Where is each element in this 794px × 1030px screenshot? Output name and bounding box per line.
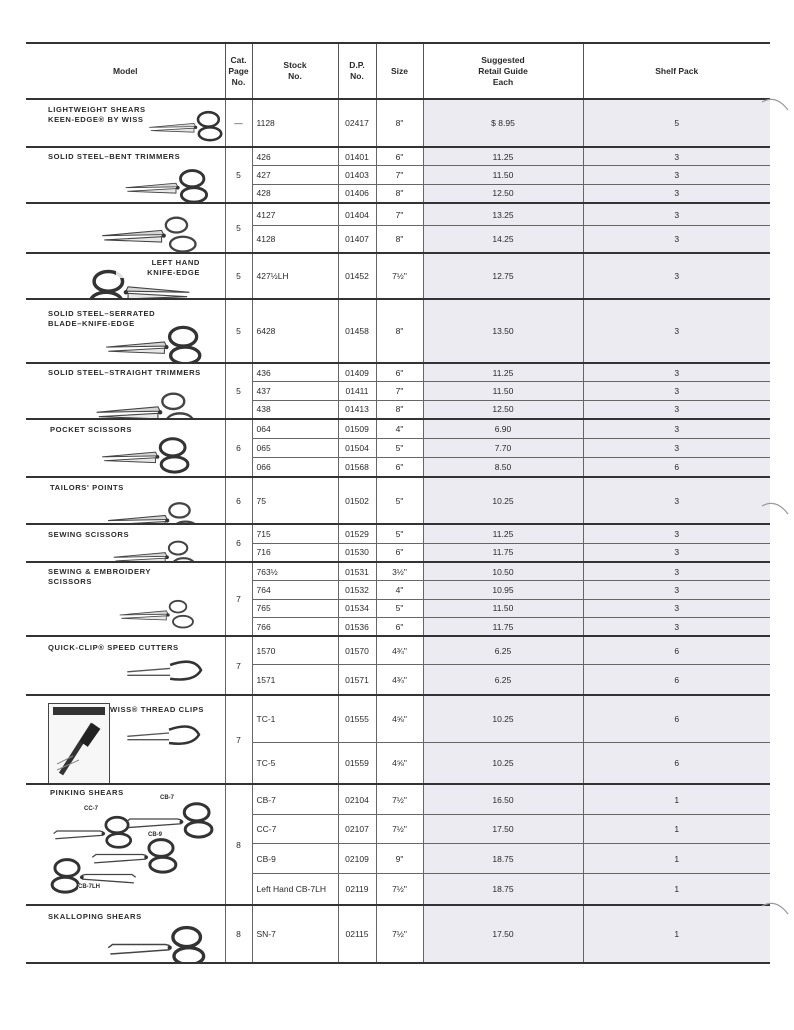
dp-number-cell: 02104 xyxy=(338,784,376,815)
dp-number-cell: 02115 xyxy=(338,905,376,963)
shelf-pack-cell: 3 xyxy=(583,524,770,543)
shelf-pack-cell: 3 xyxy=(583,562,770,581)
retail-price-cell: 13.25 xyxy=(423,203,583,226)
size-cell: 8" xyxy=(376,226,423,253)
shelf-pack-cell: 3 xyxy=(583,618,770,637)
shelf-pack-cell: 1 xyxy=(583,844,770,873)
model-cell xyxy=(26,636,225,695)
dp-number-cell: 02107 xyxy=(338,815,376,844)
dp-number-cell: 01406 xyxy=(338,184,376,203)
model-label xyxy=(50,788,124,798)
table-row xyxy=(26,147,770,166)
header-dp: D.P. No. xyxy=(338,43,376,99)
shelf-pack-cell: 6 xyxy=(583,457,770,477)
model-label-line: QUICK-CLIP® SPEED CUTTERS xyxy=(48,643,179,652)
model-label xyxy=(116,258,200,278)
table-row xyxy=(26,562,770,581)
dp-number-cell: 02119 xyxy=(338,873,376,905)
header-size: Size xyxy=(376,43,423,99)
size-cell: 6" xyxy=(376,457,423,477)
cat-page-cell: 5 xyxy=(225,203,252,253)
table-row xyxy=(26,419,770,439)
table-row xyxy=(26,99,770,147)
stock-number-cell: Left Hand CB-7LH xyxy=(252,873,338,905)
shelf-pack-cell: 3 xyxy=(583,439,770,458)
retail-price-cell: 8.50 xyxy=(423,457,583,477)
retail-price-cell: 11.25 xyxy=(423,147,583,166)
dp-number-cell: 01409 xyxy=(338,363,376,382)
dp-number-cell: 01571 xyxy=(338,665,376,695)
stock-number-cell: 428 xyxy=(252,184,338,203)
model-label-line: TAILORS' POINTS xyxy=(50,483,124,492)
size-cell: 4" xyxy=(376,419,423,439)
model-cell xyxy=(26,562,225,636)
shelf-pack-cell: 3 xyxy=(583,477,770,524)
cat-page-cell: — xyxy=(225,99,252,147)
model-label xyxy=(110,705,204,715)
stock-number-cell: 716 xyxy=(252,543,338,562)
model-label-line: SCISSORS xyxy=(48,577,93,586)
retail-price-cell: 10.50 xyxy=(423,562,583,581)
size-cell: 8" xyxy=(376,400,423,419)
retail-price-cell: 17.50 xyxy=(423,815,583,844)
size-cell: 7" xyxy=(376,166,423,185)
dp-number-cell: 01411 xyxy=(338,382,376,401)
shelf-pack-cell: 3 xyxy=(583,147,770,166)
model-label xyxy=(48,152,180,162)
dp-number-cell: 01509 xyxy=(338,419,376,439)
stock-number-cell: 1570 xyxy=(252,636,338,665)
size-cell: 4" xyxy=(376,581,423,600)
shelf-pack-cell: 3 xyxy=(583,400,770,419)
model-label xyxy=(48,309,155,329)
retail-price-cell: 12.75 xyxy=(423,253,583,299)
size-cell: 7½" xyxy=(376,873,423,905)
model-label xyxy=(48,105,146,125)
scissors-illustration xyxy=(98,434,194,476)
pinking-model-callout: CB-7 xyxy=(160,795,175,801)
model-label-line: SKALLOPING SHEARS xyxy=(48,912,142,921)
cat-page-cell: 7 xyxy=(225,562,252,636)
model-label xyxy=(48,567,151,587)
shelf-pack-cell: 1 xyxy=(583,873,770,905)
size-cell: 6" xyxy=(376,147,423,166)
scissors-illustration xyxy=(104,496,206,523)
model-label xyxy=(50,425,132,435)
dp-number-cell: 01530 xyxy=(338,543,376,562)
cat-page-cell: 7 xyxy=(225,695,252,784)
size-cell: 7½" xyxy=(376,784,423,815)
stock-number-cell: 75 xyxy=(252,477,338,524)
model-label xyxy=(50,483,124,493)
stock-number-cell: 438 xyxy=(252,400,338,419)
shelf-pack-cell: 3 xyxy=(583,419,770,439)
size-cell: 4⅝" xyxy=(376,742,423,784)
scissors-illustration xyxy=(122,653,208,691)
size-cell: 5" xyxy=(376,524,423,543)
dp-number-cell: 01534 xyxy=(338,599,376,618)
model-cell xyxy=(26,905,225,963)
price-table xyxy=(26,42,770,964)
model-label-line: LEFT HAND xyxy=(151,258,200,267)
shelf-pack-cell: 3 xyxy=(583,166,770,185)
dp-number-cell: 01403 xyxy=(338,166,376,185)
model-label-line: SEWING & EMBROIDERY xyxy=(48,567,152,576)
stock-number-cell: CB-7 xyxy=(252,784,338,815)
dp-number-cell: 01555 xyxy=(338,695,376,742)
retail-price-cell: 11.25 xyxy=(423,524,583,543)
stock-number-cell: 763½ xyxy=(252,562,338,581)
retail-price-cell: $ 8.95 xyxy=(423,99,583,147)
shelf-pack-cell: 1 xyxy=(583,905,770,963)
scissors-illustration xyxy=(122,718,206,755)
header-stock: Stock No. xyxy=(252,43,338,99)
table-row xyxy=(26,299,770,363)
scissors-illustration xyxy=(146,108,225,144)
shelf-pack-cell: 3 xyxy=(583,299,770,363)
size-cell: 4¾" xyxy=(376,636,423,665)
dp-number-cell: 01502 xyxy=(338,477,376,524)
size-cell: 7" xyxy=(376,382,423,401)
model-cell xyxy=(26,147,225,203)
model-label xyxy=(48,368,201,378)
model-label-line: KEEN-EDGE® BY WISS xyxy=(48,115,144,124)
shelf-pack-cell: 3 xyxy=(583,226,770,253)
dp-number-cell: 01559 xyxy=(338,742,376,784)
dp-number-cell: 01532 xyxy=(338,581,376,600)
shelf-pack-cell: 6 xyxy=(583,695,770,742)
header-cat-page: Cat. Page No. xyxy=(225,43,252,99)
stock-number-cell: 765 xyxy=(252,599,338,618)
size-cell: 9" xyxy=(376,844,423,873)
retail-price-cell: 6.90 xyxy=(423,419,583,439)
retail-price-cell: 10.25 xyxy=(423,742,583,784)
model-label-line: SOLID STEEL–STRAIGHT TRIMMERS xyxy=(48,368,201,377)
shelf-pack-cell: 6 xyxy=(583,636,770,665)
retail-price-cell: 11.50 xyxy=(423,166,583,185)
shelf-pack-cell: 3 xyxy=(583,363,770,382)
stock-number-cell: SN-7 xyxy=(252,905,338,963)
cat-page-cell: 5 xyxy=(225,299,252,363)
cat-page-cell: 7 xyxy=(225,636,252,695)
model-label-line: LIGHTWEIGHT SHEARS xyxy=(48,105,146,114)
cat-page-cell: 8 xyxy=(225,905,252,963)
retail-price-cell: 11.75 xyxy=(423,618,583,637)
table-row xyxy=(26,636,770,665)
cat-page-cell: 6 xyxy=(225,477,252,524)
model-cell xyxy=(26,524,225,562)
model-label-line: POCKET SCISSORS xyxy=(50,425,132,434)
dp-number-cell: 01504 xyxy=(338,439,376,458)
scissors-illustration xyxy=(98,210,204,252)
size-cell: 7½" xyxy=(376,815,423,844)
table-row xyxy=(26,524,770,543)
size-cell: 8" xyxy=(376,99,423,147)
stock-number-cell: 427 xyxy=(252,166,338,185)
stock-number-cell: 064 xyxy=(252,419,338,439)
dp-number-cell: 01404 xyxy=(338,203,376,226)
size-cell: 5" xyxy=(376,599,423,618)
shelf-pack-cell: 5 xyxy=(583,99,770,147)
retail-price-cell: 10.25 xyxy=(423,695,583,742)
retail-price-cell: 17.50 xyxy=(423,905,583,963)
table-row xyxy=(26,477,770,524)
size-cell: 6" xyxy=(376,363,423,382)
shelf-pack-cell: 3 xyxy=(583,253,770,299)
cat-page-cell: 8 xyxy=(225,784,252,905)
table-row xyxy=(26,203,770,226)
shelf-pack-cell: 3 xyxy=(583,184,770,203)
dp-number-cell: 01570 xyxy=(338,636,376,665)
pinking-model-callout: CC-7 xyxy=(84,806,99,812)
header-retail: Suggested Retail Guide Each xyxy=(423,43,583,99)
stock-number-cell: CC-7 xyxy=(252,815,338,844)
model-label-line: SOLID STEEL–SERRATED xyxy=(48,309,156,318)
model-label xyxy=(48,643,179,653)
retail-price-cell: 18.75 xyxy=(423,873,583,905)
retail-price-cell: 11.25 xyxy=(423,363,583,382)
shelf-pack-cell: 1 xyxy=(583,815,770,844)
model-label xyxy=(48,530,129,540)
retail-price-cell: 11.75 xyxy=(423,543,583,562)
model-label-line: WISS® THREAD CLIPS xyxy=(110,705,205,714)
price-sheet xyxy=(26,42,770,964)
dp-number-cell: 01452 xyxy=(338,253,376,299)
model-cell xyxy=(26,695,225,784)
retail-price-cell: 6.25 xyxy=(423,636,583,665)
binder-hole-mark xyxy=(758,96,794,120)
stock-number-cell: 715 xyxy=(252,524,338,543)
cat-page-cell: 6 xyxy=(225,524,252,562)
table-row xyxy=(26,363,770,382)
stock-number-cell: 1571 xyxy=(252,665,338,695)
model-cell xyxy=(26,784,225,905)
stock-number-cell: 436 xyxy=(252,363,338,382)
stock-number-cell: CB-9 xyxy=(252,844,338,873)
header-shelf-pack: Shelf Pack xyxy=(583,43,770,99)
shelf-pack-cell: 3 xyxy=(583,581,770,600)
size-cell: 7½" xyxy=(376,905,423,963)
pinking-model-callout: CB-9 xyxy=(148,832,163,838)
stock-number-cell: 427½LH xyxy=(252,253,338,299)
retail-price-cell: 13.50 xyxy=(423,299,583,363)
size-cell: 8" xyxy=(376,299,423,363)
retail-price-cell: 11.50 xyxy=(423,599,583,618)
model-cell xyxy=(26,363,225,419)
binder-hole-mark xyxy=(758,900,794,924)
dp-number-cell: 01407 xyxy=(338,226,376,253)
shelf-pack-cell: 3 xyxy=(583,382,770,401)
size-cell: 5" xyxy=(376,439,423,458)
shelf-pack-cell: 3 xyxy=(583,203,770,226)
stock-number-cell: 764 xyxy=(252,581,338,600)
shelf-pack-cell: 3 xyxy=(583,599,770,618)
model-cell xyxy=(26,299,225,363)
size-cell: 3½" xyxy=(376,562,423,581)
stock-number-cell: 4127 xyxy=(252,203,338,226)
retail-price-cell: 10.25 xyxy=(423,477,583,524)
scissors-illustration xyxy=(104,922,210,962)
header-model: Model xyxy=(26,43,225,99)
product-package-image xyxy=(48,703,110,783)
retail-price-cell: 18.75 xyxy=(423,844,583,873)
retail-price-cell: 12.50 xyxy=(423,184,583,203)
dp-number-cell: 01413 xyxy=(338,400,376,419)
dp-number-cell: 02417 xyxy=(338,99,376,147)
dp-number-cell: 02109 xyxy=(338,844,376,873)
table-row xyxy=(26,784,770,815)
size-cell: 7½" xyxy=(376,253,423,299)
stock-number-cell: 4128 xyxy=(252,226,338,253)
model-label-line: SEWING SCISSORS xyxy=(48,530,130,539)
stock-number-cell: 066 xyxy=(252,457,338,477)
shelf-pack-cell: 6 xyxy=(583,742,770,784)
model-label-line: PINKING SHEARS xyxy=(50,788,124,797)
retail-price-cell: 7.70 xyxy=(423,439,583,458)
shelf-pack-cell: 6 xyxy=(583,665,770,695)
shelf-pack-cell: 1 xyxy=(583,784,770,815)
retail-price-cell: 14.25 xyxy=(423,226,583,253)
retail-price-cell: 16.50 xyxy=(423,784,583,815)
size-cell: 8" xyxy=(376,184,423,203)
stock-number-cell: 6428 xyxy=(252,299,338,363)
model-cell xyxy=(26,419,225,477)
dp-number-cell: 01458 xyxy=(338,299,376,363)
header-row xyxy=(26,43,770,99)
dp-number-cell: 01529 xyxy=(338,524,376,543)
size-cell: 6" xyxy=(376,618,423,637)
size-cell: 4¾" xyxy=(376,665,423,695)
scissors-illustration xyxy=(122,166,212,202)
model-cell xyxy=(26,477,225,524)
table-row xyxy=(26,695,770,742)
table-row xyxy=(26,253,770,299)
model-cell xyxy=(26,203,225,253)
dp-number-cell: 01536 xyxy=(338,618,376,637)
retail-price-cell: 12.50 xyxy=(423,400,583,419)
retail-price-cell: 10.95 xyxy=(423,581,583,600)
dp-number-cell: 01401 xyxy=(338,147,376,166)
shelf-pack-cell: 3 xyxy=(583,543,770,562)
size-cell: 4⅝" xyxy=(376,695,423,742)
model-label-line: KNIFE-EDGE xyxy=(147,268,200,277)
stock-number-cell: 1128 xyxy=(252,99,338,147)
binder-hole-mark xyxy=(758,500,794,524)
stock-number-cell: TC-5 xyxy=(252,742,338,784)
scissors-illustration xyxy=(92,386,202,418)
model-label-line: SOLID STEEL–BENT TRIMMERS xyxy=(48,152,181,161)
size-cell: 5" xyxy=(376,477,423,524)
pinking-model-callout: CB-7LH xyxy=(78,884,100,890)
model-label xyxy=(48,912,142,922)
cat-page-cell: 5 xyxy=(225,253,252,299)
cat-page-cell: 6 xyxy=(225,419,252,477)
dp-number-cell: 01568 xyxy=(338,457,376,477)
model-cell xyxy=(26,253,225,299)
stock-number-cell: 065 xyxy=(252,439,338,458)
retail-price-cell: 6.25 xyxy=(423,665,583,695)
table-row xyxy=(26,905,770,963)
stock-number-cell: TC-1 xyxy=(252,695,338,742)
cat-page-cell: 5 xyxy=(225,147,252,203)
cat-page-cell: 5 xyxy=(225,363,252,419)
model-cell xyxy=(26,99,225,147)
retail-price-cell: 11.50 xyxy=(423,382,583,401)
dp-number-cell: 01531 xyxy=(338,562,376,581)
model-label-line: BLADE–KNIFE-EDGE xyxy=(48,319,135,328)
stock-number-cell: 437 xyxy=(252,382,338,401)
stock-number-cell: 766 xyxy=(252,618,338,637)
size-cell: 7" xyxy=(376,203,423,226)
size-cell: 6" xyxy=(376,543,423,562)
stock-number-cell: 426 xyxy=(252,147,338,166)
scissors-illustration xyxy=(116,595,200,632)
